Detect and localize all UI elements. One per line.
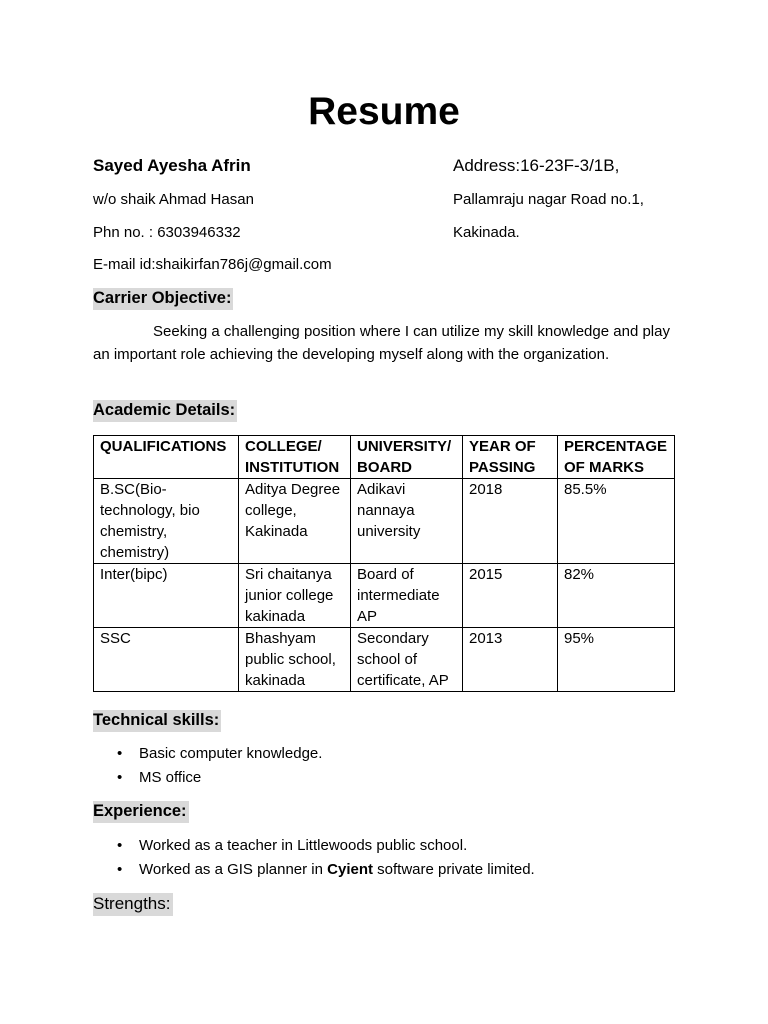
table-cell: Sri chaitanya junior college kakinada [239, 564, 351, 628]
table-row [94, 564, 675, 628]
candidate-name: Sayed Ayesha Afrin [93, 156, 251, 175]
table-cell: 95% [558, 628, 675, 692]
table-cell: 2013 [463, 628, 558, 692]
list-item [93, 834, 535, 858]
table-cell: Bhashyam public school, kakinada [239, 628, 351, 692]
objective-paragraph [93, 321, 673, 366]
table-cell: B.SC(Bio-technology, bio chemistry, chemistry) [94, 479, 239, 564]
relation-line: w/o shaik Ahmad Hasan [93, 191, 254, 208]
bullet-icon: • [117, 860, 123, 878]
table-cell: 85.5% [558, 479, 675, 564]
address-line-1: Address:16-23F-3/1B, [453, 156, 620, 175]
objective-heading: Carrier Objective: [93, 288, 233, 310]
experience-text-suffix: software private limited. [373, 860, 535, 878]
objective-text: Seeking a challenging position where I can utilize my skill knowledge and play an important role achieving the developing myself along with the organization. [93, 323, 670, 363]
phone-line: Phn no. : 6303946332 [93, 224, 241, 241]
strengths-heading: Strengths: [93, 893, 173, 916]
bullet-icon: • [117, 837, 123, 854]
address-line-3: Kakinada. [453, 224, 520, 241]
header-cell: COLLEGE/ INSTITUTION [239, 436, 351, 479]
table-cell: 82% [558, 564, 675, 628]
experience-text-prefix: Worked as a GIS planner in [139, 860, 328, 878]
bullet-icon: • [117, 745, 123, 762]
table-cell: Adikavi nannaya university [351, 479, 463, 564]
academic-details-table [93, 435, 675, 692]
header-cell: YEAR OF PASSING [463, 436, 558, 479]
table-cell: Secondary school of certificate, AP [351, 628, 463, 692]
bullet-icon: • [117, 768, 123, 786]
address-line-2: Pallamraju nagar Road no.1, [453, 191, 644, 208]
table-row [94, 479, 675, 564]
table-cell: Aditya Degree college, Kakinada [239, 479, 351, 564]
table-cell: SSC [94, 628, 239, 692]
header-cell: PERCENTAGE OF MARKS [558, 436, 675, 479]
experience-text: Worked as a teacher in Littlewoods public school. [139, 837, 468, 854]
table-cell: 2018 [463, 479, 558, 564]
header-cell: QUALIFICATIONS [94, 436, 239, 479]
table-row [94, 628, 675, 692]
academic-heading: Academic Details: [93, 400, 237, 422]
email-line: E-mail id:shaikirfan786j@gmail.com [93, 256, 332, 273]
technical-skills-heading: Technical skills: [93, 710, 221, 732]
table-cell: Board of intermediate AP [351, 564, 463, 628]
table-cell: Inter(bipc) [94, 564, 239, 628]
skill-text: MS office [139, 768, 202, 786]
technical-skills-list [93, 742, 322, 789]
experience-list [93, 834, 535, 881]
table-header-row [94, 436, 675, 479]
table-cell: 2015 [463, 564, 558, 628]
list-item [93, 858, 535, 882]
list-item [93, 766, 322, 790]
resume-title: Resume [308, 90, 460, 133]
list-item [93, 742, 322, 766]
header-cell: UNIVERSITY/ BOARD [351, 436, 463, 479]
company-name: Cyient [327, 860, 373, 878]
skill-text: Basic computer knowledge. [139, 745, 323, 762]
experience-heading: Experience: [93, 801, 189, 823]
